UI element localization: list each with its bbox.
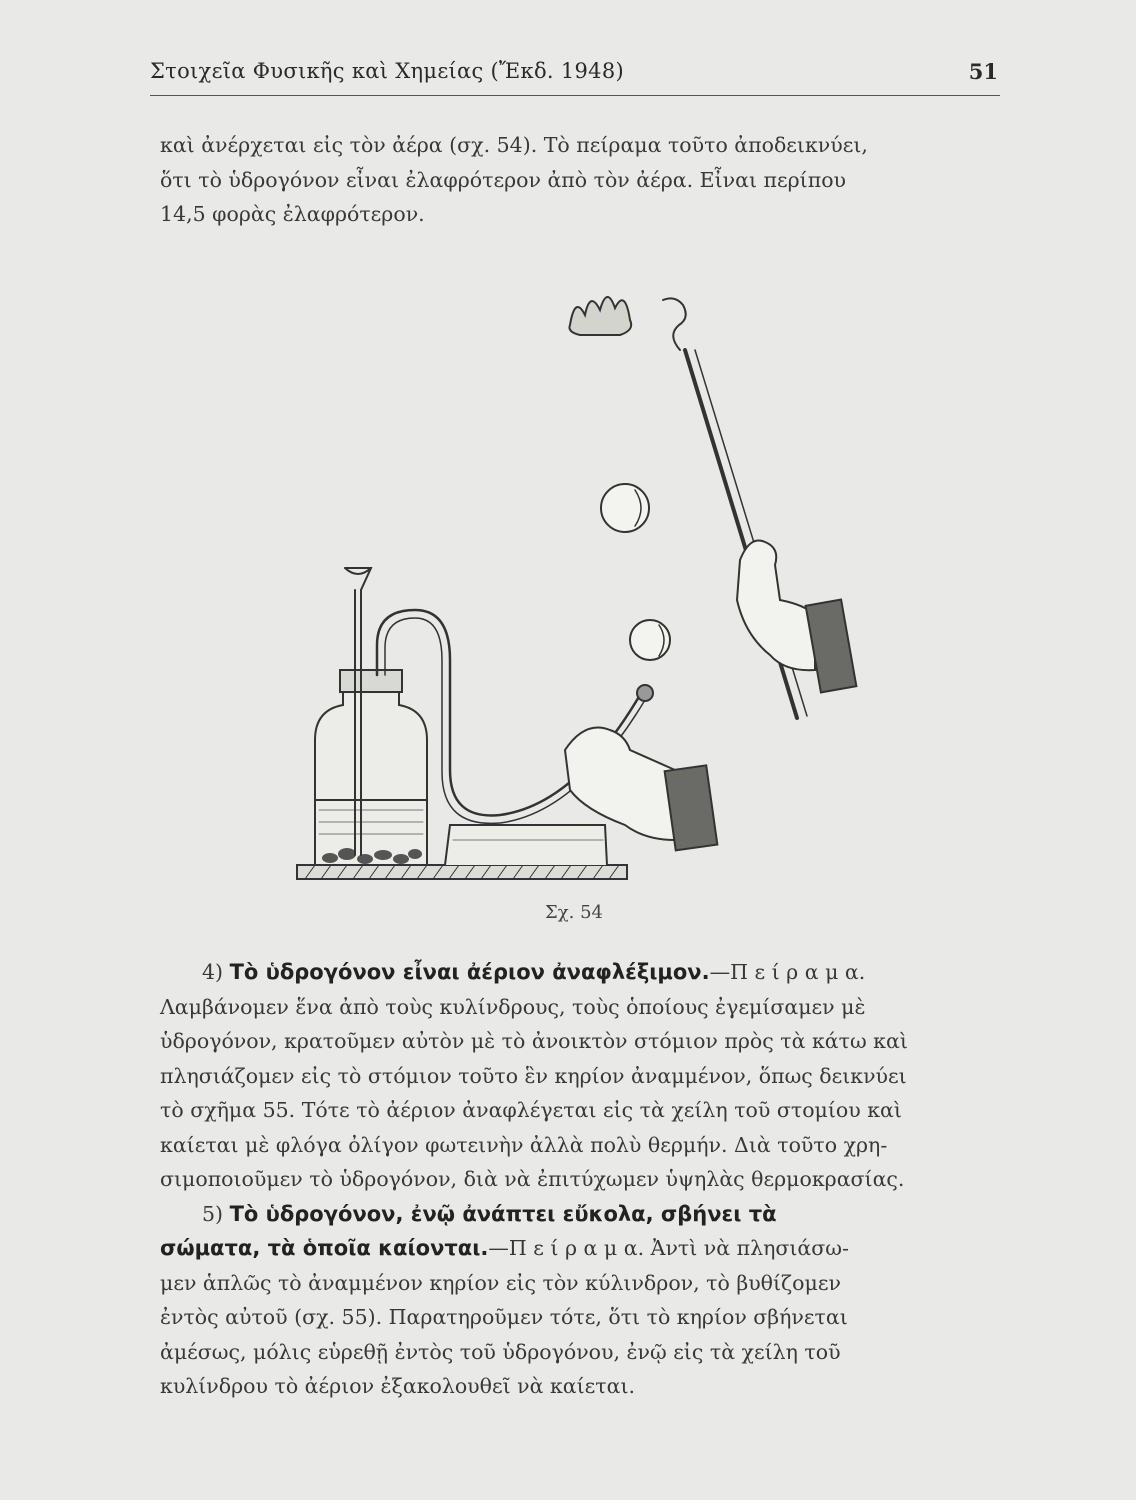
page-number: 51 <box>968 59 998 84</box>
burning-hydrogen-flame <box>569 297 631 335</box>
section-4-heading: Τὸ ὑδρογόνον εἶναι ἀέριον ἀναφλέξιμον. <box>229 960 710 984</box>
section-4-label: —Π ε ί ρ α μ α. <box>709 960 866 984</box>
bottle-stopper <box>340 670 402 692</box>
upper-cuff <box>806 600 857 693</box>
base-board <box>297 865 627 879</box>
text-line: ἀμέσως, μόλις εὑρεθῇ ἐντὸς τοῦ ὑδρογόνου, ἐνῷ εἰς τὰ χείλη τοῦ <box>160 1339 841 1364</box>
text-fragment: Ἀντὶ νὰ πλησιάσω- <box>650 1236 849 1260</box>
upper-hand <box>737 540 815 670</box>
section-5-heading-part2: σώματα, τὰ ὁποῖα καίονται. <box>160 1236 489 1260</box>
figure-caption: Σχ. 54 <box>545 902 603 923</box>
section-5-label: —Π ε ί ρ α μ α. <box>488 1236 645 1260</box>
body-paragraphs <box>160 955 1005 1404</box>
text-line: 14,5 φορὰς ἐλαφρότερον. <box>160 202 425 226</box>
text-line: κυλίνδρου τὸ ἀέριον ἐξακολουθεῖ νὰ καίεται. <box>160 1374 636 1398</box>
section-4-number: 4) <box>202 960 224 984</box>
soap-basin <box>445 825 607 865</box>
section-5-heading-line <box>160 1197 1005 1232</box>
running-header <box>150 55 1000 96</box>
text-line: μεν ἁπλῶς τὸ ἀναμμένον κηρίον εἰς τὸν κύλινδρον, τὸ βυθίζομεν <box>160 1270 841 1295</box>
intro-paragraph <box>160 128 1005 232</box>
text-line: Λαμβάνομεν ἕνα ἀπὸ τοὺς κυλίνδρους, τοὺς ὁποίους ἐγεμίσαμεν μὲ <box>160 994 866 1019</box>
text-line: ὑδρογόνον, κρατοῦμεν αὐτὸν μὲ τὸ ἀνοικτὸν στόμιον πρὸς τὰ κάτω καὶ <box>160 1029 908 1053</box>
text-line: καίεται μὲ φλόγα ὀλίγον φωτεινὴν ἀλλὰ πολὺ θερμήν. Διὰ τοῦτο χρη- <box>160 1132 888 1157</box>
soap-bubble-upper <box>601 484 649 532</box>
text-line: σιμοποιοῦμεν τὸ ὑδρογόνον, διὰ νὰ ἐπιτύχωμεν ὑψηλὰς θερμοκρασίας. <box>160 1167 905 1191</box>
text-line: καὶ ἀνέρχεται εἰς τὸν ἀέρα (σχ. 54). Τὸ πείραμα τοῦτο ἀποδεικνύει, <box>160 133 868 157</box>
section-5-heading-line-2 <box>160 1231 1005 1266</box>
header-title: Στοιχεῖα Φυσικῆς καὶ Χημείας (Ἔκδ. 1948) <box>150 59 624 83</box>
text-line: πλησιάζομεν εἰς τὸ στόμιον τοῦτο ἓν κηρίον ἀναμμένον, ὅπως δεικνύει <box>160 1063 907 1088</box>
section-5-number: 5) <box>202 1201 224 1226</box>
section-5-heading-part1: Τὸ ὑδρογόνον, ἐνῷ ἀνάπτει εὔκολα, σβήνει τὰ <box>229 1201 777 1226</box>
bottle <box>315 680 427 865</box>
lower-hand <box>565 728 675 841</box>
tube-nozzle <box>637 685 653 701</box>
taper-wick <box>663 298 686 350</box>
text-line: τὸ σχῆμα 55. Τότε τὸ ἀέριον ἀναφλέγεται εἰς τὰ χείλη τοῦ στομίου καὶ <box>160 1098 902 1122</box>
figure-54-illustration <box>285 280 885 900</box>
text-line: ὅτι τὸ ὑδρογόνον εἶναι ἐλαφρότερον ἀπὸ τὸν ἀέρα. Εἶναι περίπου <box>160 167 846 192</box>
text-line: ἐντὸς αὐτοῦ (σχ. 55). Παρατηροῦμεν τότε, ὅτι τὸ κηρίον σβήνεται <box>160 1305 848 1329</box>
section-4-heading-line <box>160 955 1005 990</box>
